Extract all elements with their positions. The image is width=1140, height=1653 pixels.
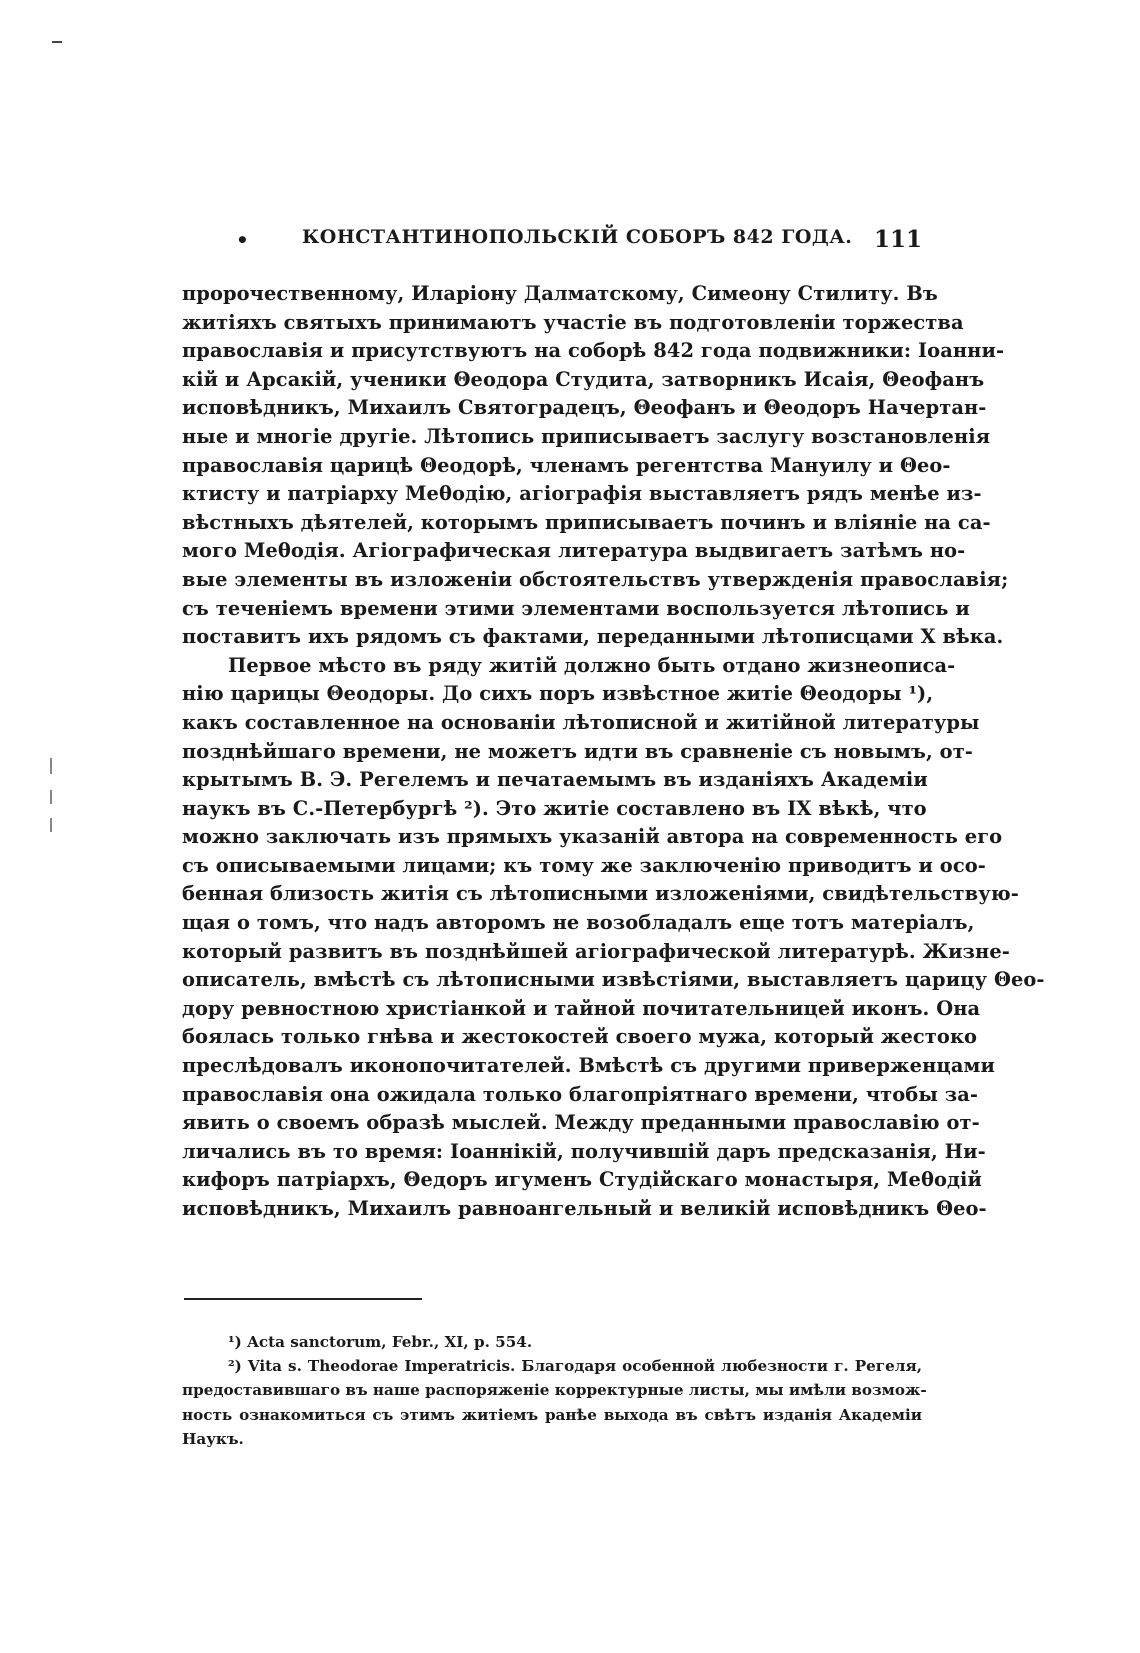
text-line: поставитъ ихъ рядомъ съ фактами, переданными лѣтописцами X вѣка. bbox=[182, 625, 1004, 649]
text-line: православія царицѣ Θеодорѣ, членамъ регентства Мануилу и Θео- bbox=[182, 453, 951, 477]
text-line: крытымъ В. Э. Регелемъ и печатаемымъ въ изданіяхъ Академіи bbox=[182, 768, 928, 792]
text-line: съ описываемыми лицами; къ тому же заключенію приводитъ и осо- bbox=[182, 853, 986, 877]
text-line: который развитъ въ позднѣйшей агіографической литературѣ. Жизне- bbox=[182, 939, 1010, 963]
footnote-line: Наукъ. bbox=[182, 1429, 244, 1448]
scan-edge-tick bbox=[50, 758, 52, 774]
text-line: ктисту и патріарху Меθодію, агіографія выставляетъ рядъ менѣе из- bbox=[182, 482, 982, 506]
text-line: явить о своемъ образѣ мыслей. Между преданными православію от- bbox=[182, 1111, 980, 1135]
main-text bbox=[182, 280, 1045, 1224]
text-line: кифоръ патріархъ, Θедоръ игуменъ Студійскаго монастыря, Меθодій bbox=[182, 1168, 982, 1192]
text-line: Первое мѣсто въ ряду житій должно быть отдано жизнеописа- bbox=[228, 653, 956, 677]
text-line: съ теченіемъ времени этими элементами воспользуется лѣтопись и bbox=[182, 596, 970, 620]
text-line: мого Меθодія. Агіографическая литература выдвигаетъ затѣмъ но- bbox=[182, 539, 966, 563]
text-line: кій и Арсакій, ученики Θеодора Студита, затворникъ Исаія, Θеофанъ bbox=[182, 367, 985, 391]
text-line: вѣстныхъ дѣятелей, которымъ приписываетъ починъ и вліяніе на са- bbox=[182, 510, 991, 534]
page-number: 111 bbox=[873, 226, 922, 253]
text-line: православія она ожидала только благопріятнаго времени, чтобы за- bbox=[182, 1082, 978, 1106]
text-line: нію царицы Θеодоры. До сихъ поръ извѣстное житіе Θеодоры ¹), bbox=[182, 682, 934, 706]
text-line: какъ составленное на основаніи лѣтописной и житійной литературы bbox=[182, 710, 980, 734]
footnote-line: ²) Vita s. Theodorae Imperatricis. Благодаря особенной любезности г. Регеля, bbox=[228, 1357, 922, 1376]
text-line: преслѣдовалъ иконопочитателей. Вмѣстѣ съ другими приверженцами bbox=[182, 1054, 995, 1078]
text-line: личались въ то время: Іоаннікій, получившій даръ предсказанія, Ни- bbox=[182, 1139, 986, 1163]
text-line: щая о томъ, что надъ авторомъ не возобладалъ еще тотъ матеріалъ, bbox=[182, 911, 975, 935]
text-line: исповѣдникъ, Михаилъ Святоградецъ, Θеофанъ и Θеодоръ Начертан- bbox=[182, 396, 987, 420]
scan-edge-tick bbox=[50, 818, 52, 832]
text-line: ные и многіе другіе. Лѣтопись приписываетъ заслугу возстановленія bbox=[182, 424, 991, 448]
text-line: позднѣйшаго времени, не можетъ идти въ сравненіе съ новымъ, от- bbox=[182, 739, 973, 763]
scan-edge-tick bbox=[50, 790, 52, 804]
footnote-line: ность ознакомиться съ этимъ житіемъ ранѣе выхода въ свѣтъ изданія Академіи bbox=[182, 1405, 922, 1424]
text-line: бенная близость житія съ лѣтописными изложеніями, свидѣтельствую- bbox=[182, 882, 1019, 906]
running-title: КОНСТАНТИНОПОЛЬСКІЙ СОБОРЪ 842 ГОДА. bbox=[302, 226, 853, 248]
text-line: вые элементы въ изложеніи обстоятельствъ утвержденія православія; bbox=[182, 567, 1009, 591]
text-line: пророчественному, Иларіону Далматскому, Симеону Стилиту. Въ bbox=[182, 282, 938, 305]
text-line: дору ревностною христіанкой и тайной почитательницей иконъ. Она bbox=[182, 996, 981, 1020]
text-line: описатель, вмѣстѣ съ лѣтописными извѣстіями, выставляетъ царицу Θео- bbox=[182, 968, 1045, 992]
header-bullet: • bbox=[236, 228, 249, 252]
running-header bbox=[182, 226, 922, 260]
text-line: можно заключать изъ прямыхъ указаній автора на современность его bbox=[182, 825, 1003, 849]
text-line: наукъ въ С.-Петербургѣ ²). Это житіе составлено въ IX вѣкѣ, что bbox=[182, 796, 927, 820]
text-line: православія и присутствуютъ на соборѣ 842 года подвижники: Іоанни- bbox=[182, 339, 1005, 363]
text-line: житіяхъ святыхъ принимаютъ участіе въ подготовленіи торжества bbox=[182, 310, 964, 334]
footnote-line: предоставившаго въ наше распоряженіе корректурные листы, мы имѣли возмож- bbox=[182, 1381, 927, 1400]
text-line: исповѣдникъ, Михаилъ равноангельный и великій исповѣдникъ Θео- bbox=[182, 1197, 987, 1220]
footnotes bbox=[182, 1330, 927, 1451]
footnote-line: ¹) Acta sanctorum, Febr., XI, p. 554. bbox=[228, 1333, 533, 1351]
scan-edge-mark bbox=[52, 41, 62, 43]
footnote-separator bbox=[184, 1298, 422, 1300]
text-line: боялась только гнѣва и жестокостей своего мужа, который жестоко bbox=[182, 1025, 978, 1049]
